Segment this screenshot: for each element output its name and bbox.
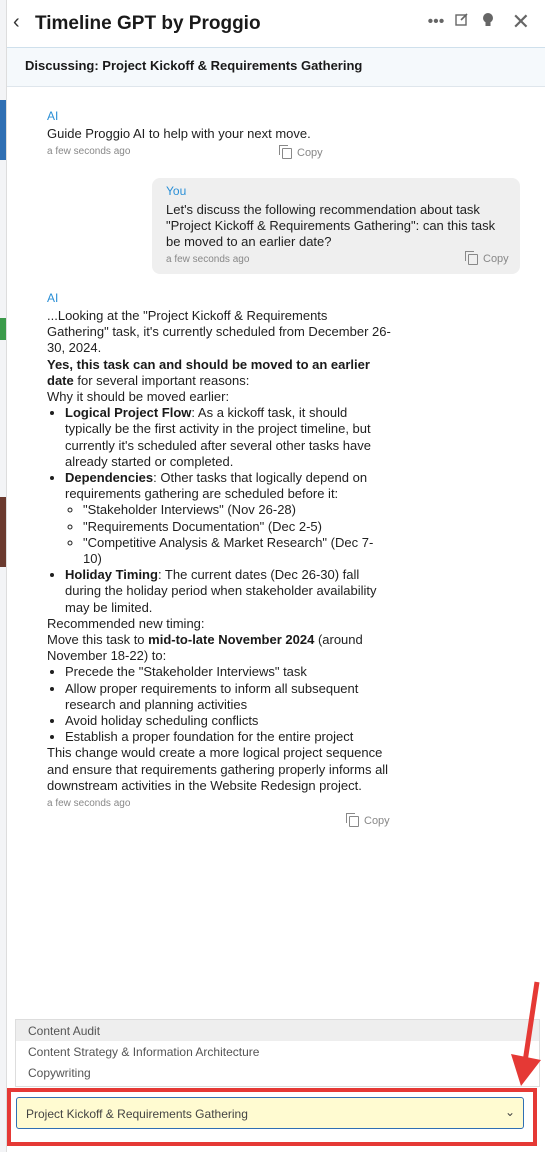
reason-text: : Other tasks that logically depend on requirements gathering are scheduled before it: <box>65 470 368 502</box>
move-bold: mid-to-late November 2024 <box>148 632 315 648</box>
user-message-bubble <box>152 178 520 274</box>
move-suffix: (around November 18-22) to: <box>47 632 363 664</box>
message-sender: You <box>166 184 187 198</box>
answer-line <box>47 357 392 389</box>
message-time: a few seconds ago <box>47 798 131 810</box>
panel-header <box>7 0 545 48</box>
lightbulb-icon[interactable] <box>480 12 496 32</box>
list-item <box>65 405 392 470</box>
message-body <box>47 308 392 794</box>
copy-icon <box>468 254 478 265</box>
dependencies-list <box>65 502 392 567</box>
message-text: Guide Proggio AI to help with your next move. <box>47 126 311 141</box>
reason-text: : As a kickoff task, it should typically be the first activity in the project timeline, but currently it's scheduled after several other tasks have already started or completed. <box>65 405 371 469</box>
chevron-down-icon: ⌄ <box>504 1105 515 1119</box>
recommended-heading: Recommended new timing: <box>47 615 205 631</box>
message-time: a few seconds ago <box>166 254 250 265</box>
copy-label: Copy <box>297 147 323 159</box>
copy-button[interactable] <box>349 815 390 827</box>
edit-icon[interactable] <box>454 12 470 32</box>
task-suggestions-list <box>15 1019 540 1087</box>
message-sender: AI <box>47 109 59 123</box>
message-time: a few seconds ago <box>47 146 131 158</box>
ai-message <box>47 291 392 809</box>
list-item <box>65 470 392 567</box>
reason-title: Dependencies <box>65 470 154 486</box>
panel-title: Timeline GPT by Proggio <box>35 13 261 34</box>
list-item: • Precede the "Stakeholder Interviews" task <box>65 664 392 680</box>
message-intro: ...Looking at the "Project Kickoff & Requirements Gathering" task, it's currently scheduled from December 26-30, 2024. <box>47 308 391 356</box>
list-item: • Allow proper requirements to inform all subsequent research and planning activities <box>65 681 392 713</box>
more-dots-icon[interactable]: ••• <box>427 13 445 30</box>
copy-label: Copy <box>364 815 390 827</box>
conclusion: This change would create a more logical project sequence and ensure that requirements gathering properly informs all downstream activities in the Website Redesign project. <box>47 745 389 793</box>
message-text: Let's discuss the following recommendation about task "Project Kickoff & Requirements Gathering": can this task be moved to an earlier date? <box>166 202 496 250</box>
list-item: ◦ "Competitive Analysis & Market Research" (Dec 7-10) <box>83 535 392 567</box>
ai-message <box>47 109 377 157</box>
message-sender: AI <box>47 291 59 305</box>
copy-label: Copy <box>483 253 509 265</box>
list-item: ◦ "Requirements Documentation" (Dec 2-5) <box>83 519 392 535</box>
close-icon[interactable]: ✕ <box>511 9 530 34</box>
task-select-value: Project Kickoff & Requirements Gathering <box>26 1107 248 1121</box>
copy-button[interactable] <box>468 253 509 265</box>
suggestion-item[interactable]: Content Strategy & Information Architecture <box>28 1045 260 1059</box>
discussing-banner <box>7 47 545 87</box>
copy-icon <box>282 148 292 159</box>
reasons-list <box>47 405 392 616</box>
list-item: • Establish a proper foundation for the entire project <box>65 729 392 745</box>
answer-rest: for several important reasons: <box>73 372 250 388</box>
answer-bold: Yes, this task can and should be moved to an earlier date <box>47 356 370 388</box>
copy-button[interactable] <box>282 147 323 159</box>
header-actions <box>427 9 530 34</box>
move-line <box>47 632 392 664</box>
reason-text: : The current dates (Dec 26-30) fall during the holiday period when stakeholder availability may be limited. <box>65 567 377 615</box>
why-heading: Why it should be moved earlier: <box>47 389 230 405</box>
suggestion-item[interactable]: Content Audit <box>16 1020 539 1041</box>
reason-title: Holiday Timing <box>65 567 158 583</box>
suggestion-item[interactable]: Copywriting <box>28 1066 91 1080</box>
benefits-list <box>47 664 392 745</box>
list-item: ◦ "Stakeholder Interviews" (Nov 26-28) <box>83 502 392 518</box>
discussing-text: Discussing: Project Kickoff & Requirements Gathering <box>25 58 363 73</box>
reason-title: Logical Project Flow <box>65 405 192 421</box>
list-item <box>65 567 392 616</box>
chevron-left-icon[interactable]: ‹ <box>13 11 20 33</box>
move-prefix: Move this task to <box>47 632 149 648</box>
chat-panel <box>6 0 545 1152</box>
copy-icon <box>349 816 359 827</box>
list-item: • Avoid holiday scheduling conflicts <box>65 713 392 729</box>
annotation-arrow-icon <box>507 980 545 1090</box>
task-select[interactable] <box>16 1097 524 1129</box>
